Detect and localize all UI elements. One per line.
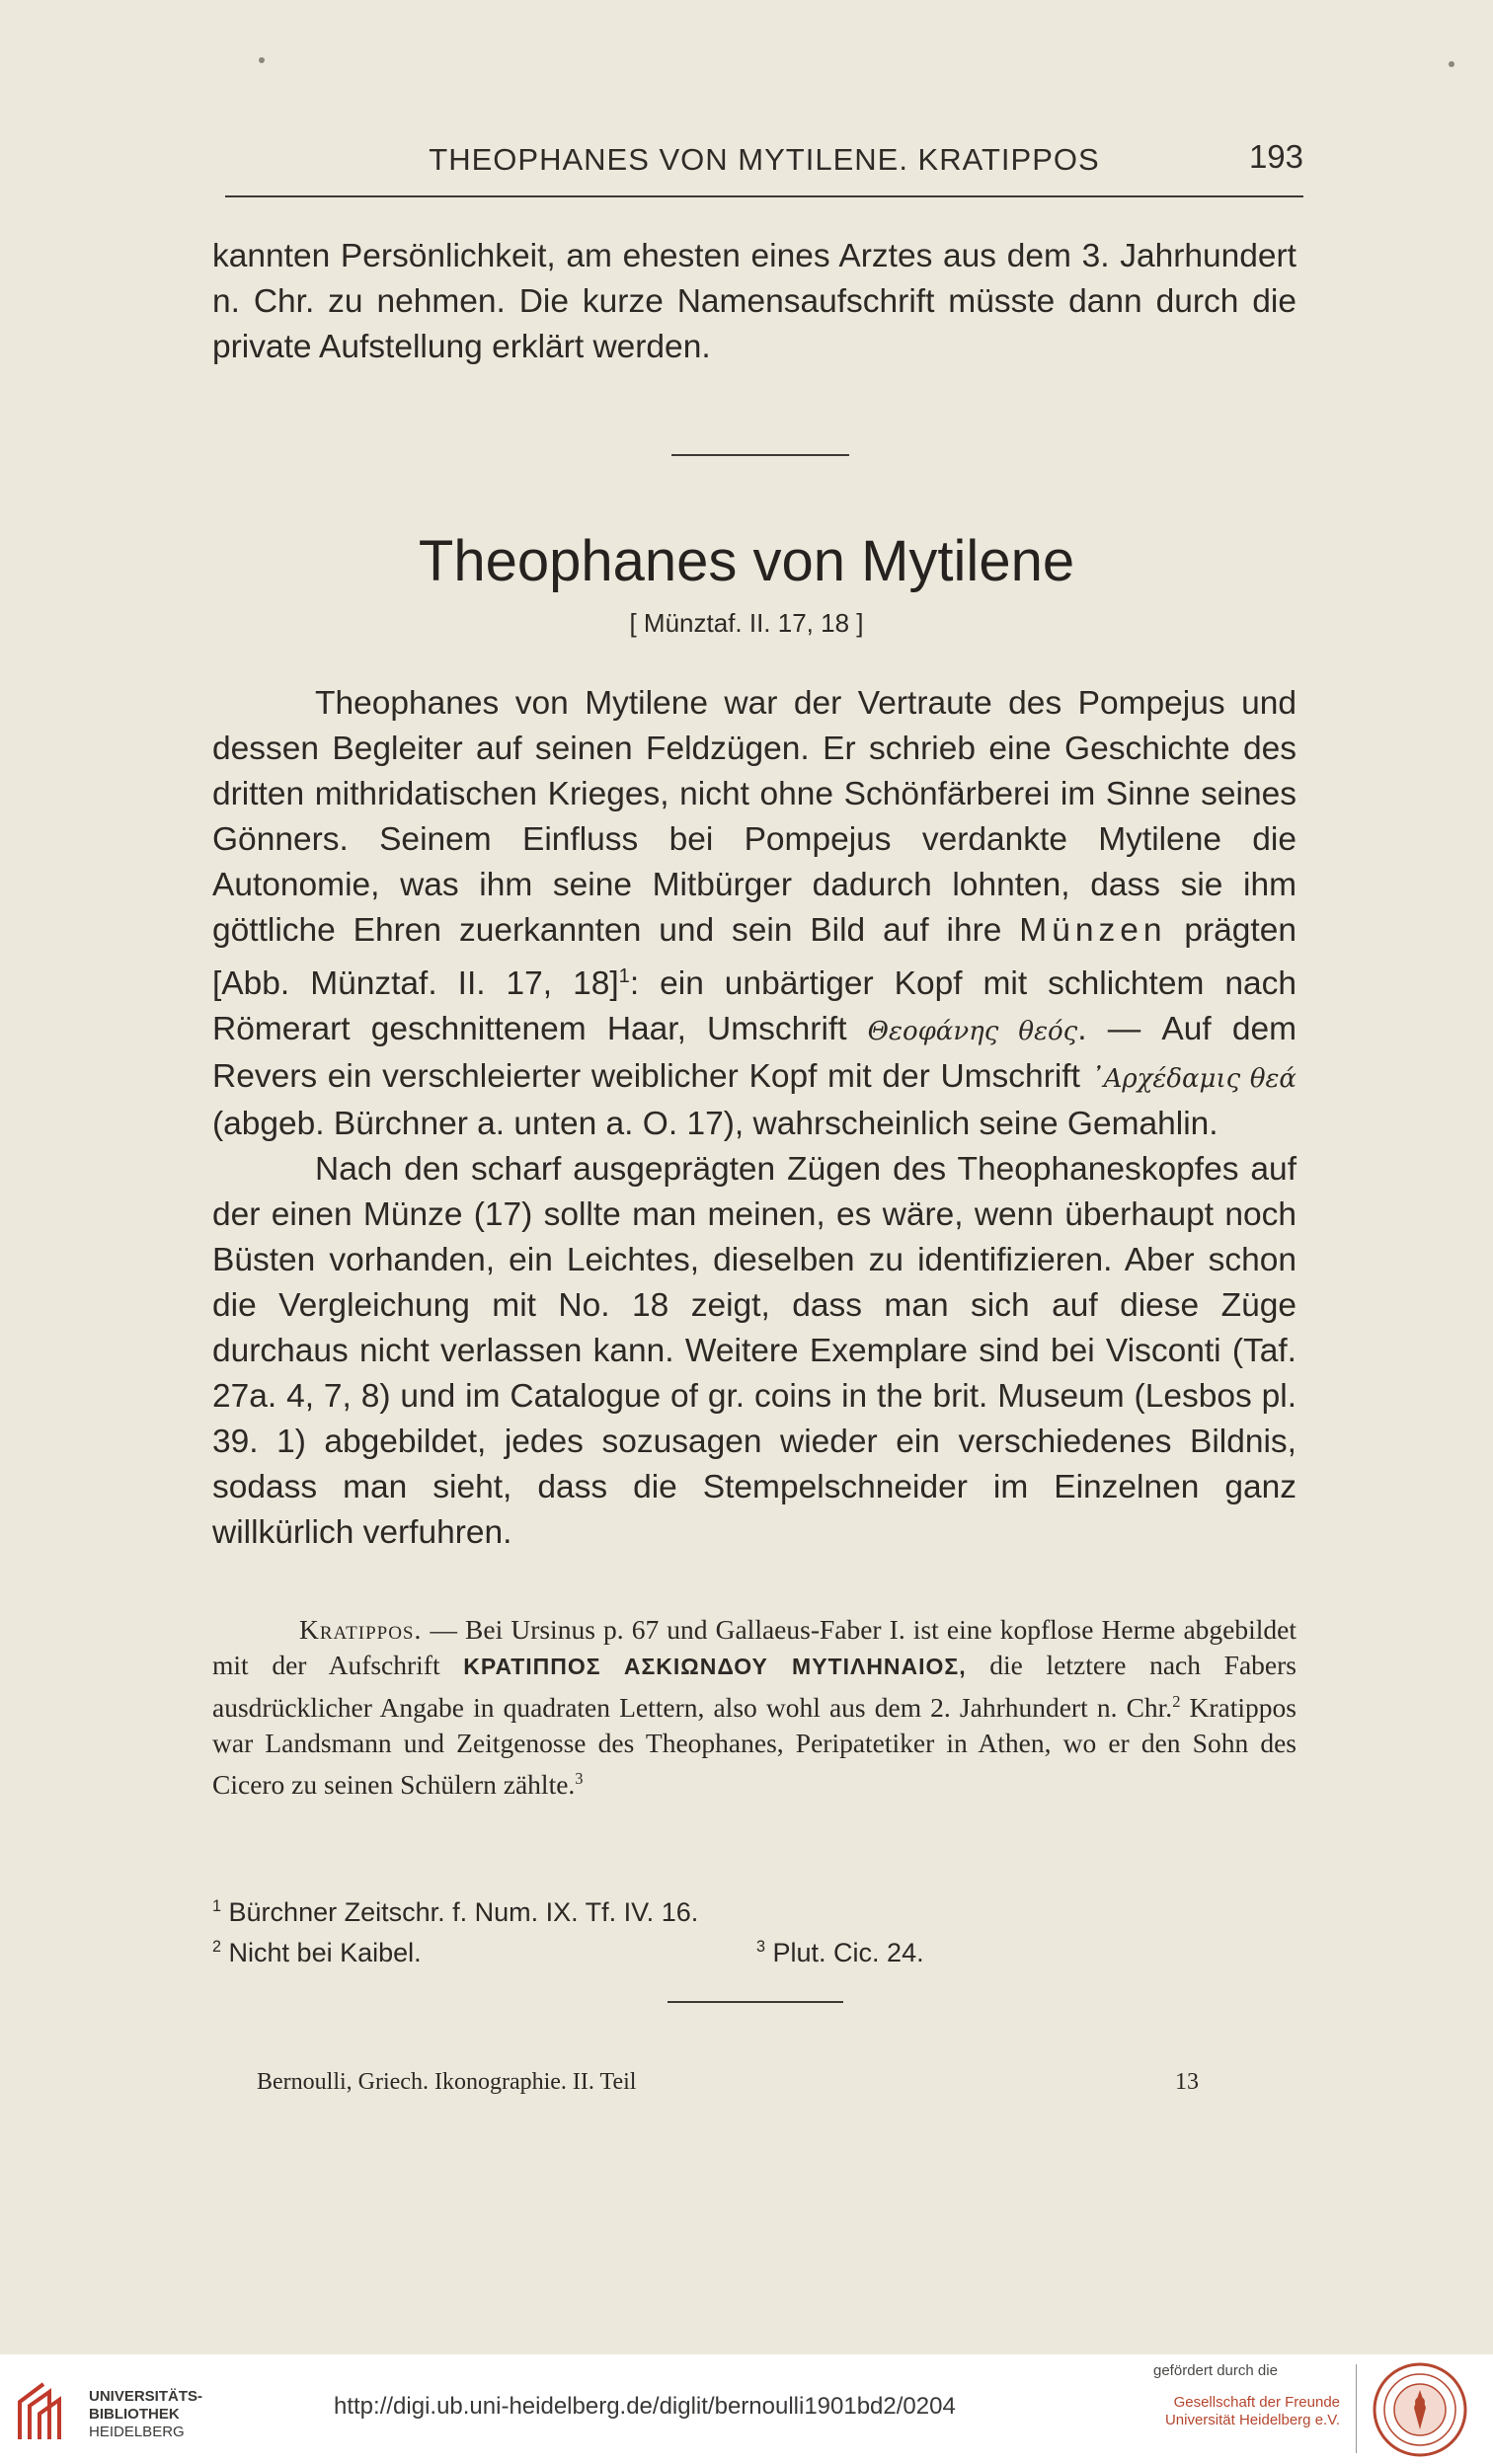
greek-inscription-reverse: ᾽Αρχέδαμις θεά	[1090, 1064, 1297, 1095]
p1-spaced-word: Münzen	[1019, 912, 1167, 949]
scan-speck	[259, 57, 265, 63]
p1-text-a: Theophanes von Mytilene war der Vertraute des Pompejus und dessen Begleiter auf seinen Feldzügen. Er schrieb eine Geschichte des dritten mithridatischen Krieges, nicht ohne Schönfärberei im Sinne seines Gönners. Seinem Einfluss bei Pompejus verdankte Mytilene die Autonomie, was ihm seine Mitbürger dadurch lohnten, dass sie ihm göttliche Ehren zuerkannten und sein Bild auf ihre	[212, 685, 1297, 949]
section-subtitle: [ Münztaf. II. 17, 18 ]	[629, 608, 864, 638]
footnote-text: Nicht bei Kaibel.	[228, 1938, 422, 1967]
footnote-text: Plut. Cic. 24.	[772, 1938, 924, 1967]
university-seal-icon	[1371, 2360, 1469, 2459]
signature-number: 13	[1175, 2069, 1199, 2095]
kratippos-paragraph	[212, 1612, 1297, 1803]
library-name-line: HEIDELBERG	[89, 2424, 185, 2440]
section-title: Theophanes von Mytilene	[418, 529, 1075, 593]
footnote-number: 3	[756, 1938, 766, 1956]
running-title: THEOPHANES VON MYTILENE. KRATIPPOS	[429, 142, 1100, 177]
section-divider	[671, 454, 849, 456]
library-name-line: UNIVERSITÄTS-	[89, 2388, 203, 2405]
kratippos-text-a: — Bei Ursinus p. 67 und Gallaeus-Faber I. ist eine kopflose Herme abgebildet mit der Aufschrift	[212, 1614, 1297, 1680]
p1-text-c: : ein unbärtiger Kopf mit schlichtem nach Römerart geschnittenem Haar, Umschrift	[212, 965, 1297, 1048]
footnote-ref-3: 3	[575, 1769, 584, 1789]
footer-divider	[668, 2001, 843, 2003]
paragraph-2: Nach den scharf ausgeprägten Zügen des Theophaneskopfes auf der einen Münze (17) sollte man meinen, es wäre, wenn überhaupt noch Büsten vorhanden, ein Leichtes, dieselben zu identifizieren. Aber schon die Vergleichung mit No. 18 zeigt, dass man sich auf diese Züge durchaus nicht verlassen kann. Weitere Exemplare sind bei Visconti (Taf. 27a. 4, 7, 8) und im Catalogue of gr. coins in the brit. Museum (Lesbos pl. 39. 1) abgebildet, jedes sozusagen wieder ein verschiedenes Bildnis, sodass man sieht, dass die Stempelschneider im Einzelnen ganz willkürlich verfuhren.	[212, 1151, 1297, 1552]
main-text	[212, 681, 1297, 1556]
p1-text-b: prägten [Abb. Münztaf. II. 17, 18]	[212, 912, 1297, 1003]
p1-text-d: . — Auf dem Revers ein verschleierter weiblicher Kopf mit der Umschrift	[212, 1011, 1297, 1096]
p1-text-e: (abgeb. Bürchner a. unten a. O. 17), wahrscheinlich seine Gemahlin.	[212, 1106, 1218, 1143]
footnote-3	[756, 1938, 924, 1968]
intro-paragraph	[212, 234, 1297, 370]
sponsor-line: Universität Heidelberg e.V.	[1164, 2412, 1340, 2428]
kratippos-section	[212, 1612, 1297, 1803]
sponsor-line: Gesellschaft der Freunde	[1173, 2394, 1340, 2411]
kratippos-inscription: ΚΡΑΤΙΠΠΟΣ ΑΣΚΙΩΝΔΟΥ ΜΥΤΙΛΗΝΑΙΟΣ,	[463, 1654, 967, 1679]
library-logo-icon	[14, 2374, 79, 2445]
page-header	[225, 138, 1303, 197]
university-library-logo[interactable]	[14, 2374, 79, 2445]
paragraph-1	[212, 681, 1297, 1147]
kratippos-text-b: die letztere nach Fabers ausdrücklicher Angabe in quadraten Lettern, also wohl aus dem 2. Jahrhundert n. Chr.	[212, 1650, 1297, 1724]
signature-line: Bernoulli, Griech. Ikonographie. II. Teil	[257, 2069, 637, 2095]
footnote-text: Bürchner Zeitschr. f. Num. IX. Tf. IV. 16.	[228, 1897, 699, 1927]
intro-text: kannten Persönlichkeit, am ehesten eines Arztes aus dem 3. Jahrhundert n. Chr. zu nehmen. Die kurze Namensaufschrift müsste dann durch die private Aufstellung erklärt werden.	[212, 238, 1297, 365]
kratippos-name: Kratippos.	[299, 1614, 423, 1645]
footnote-2	[212, 1938, 422, 1968]
sponsor-name[interactable]	[1157, 2394, 1340, 2429]
footnote-number: 1	[212, 1897, 222, 1915]
permalink-url[interactable]: http://digi.ub.uni-heidelberg.de/diglit/bernoulli1901bd2/0204	[334, 2393, 956, 2420]
footnote-ref-2: 2	[1172, 1692, 1181, 1711]
footnote-1	[212, 1897, 698, 1928]
sponsor-label: gefördert durch die	[1153, 2362, 1278, 2379]
footer-separator	[1356, 2364, 1357, 2453]
greek-inscription-obverse: Θεοφάνης θεός	[867, 1017, 1078, 1047]
kratippos-text-c: Kratippos war Landsmann und Zeitgenosse des Theophanes, Peripatetiker in Athen, wo er den Sohn des Cicero zu seinen Schülern zählte.	[212, 1692, 1297, 1801]
library-name	[89, 2388, 202, 2441]
footnote-ref-1: 1	[618, 965, 630, 987]
digitization-footer	[0, 2354, 1493, 2461]
scan-speck	[1449, 61, 1454, 67]
footnote-number: 2	[212, 1938, 222, 1956]
page-number: 193	[1248, 138, 1303, 175]
library-name-line: BIBLIOTHEK	[89, 2406, 180, 2423]
